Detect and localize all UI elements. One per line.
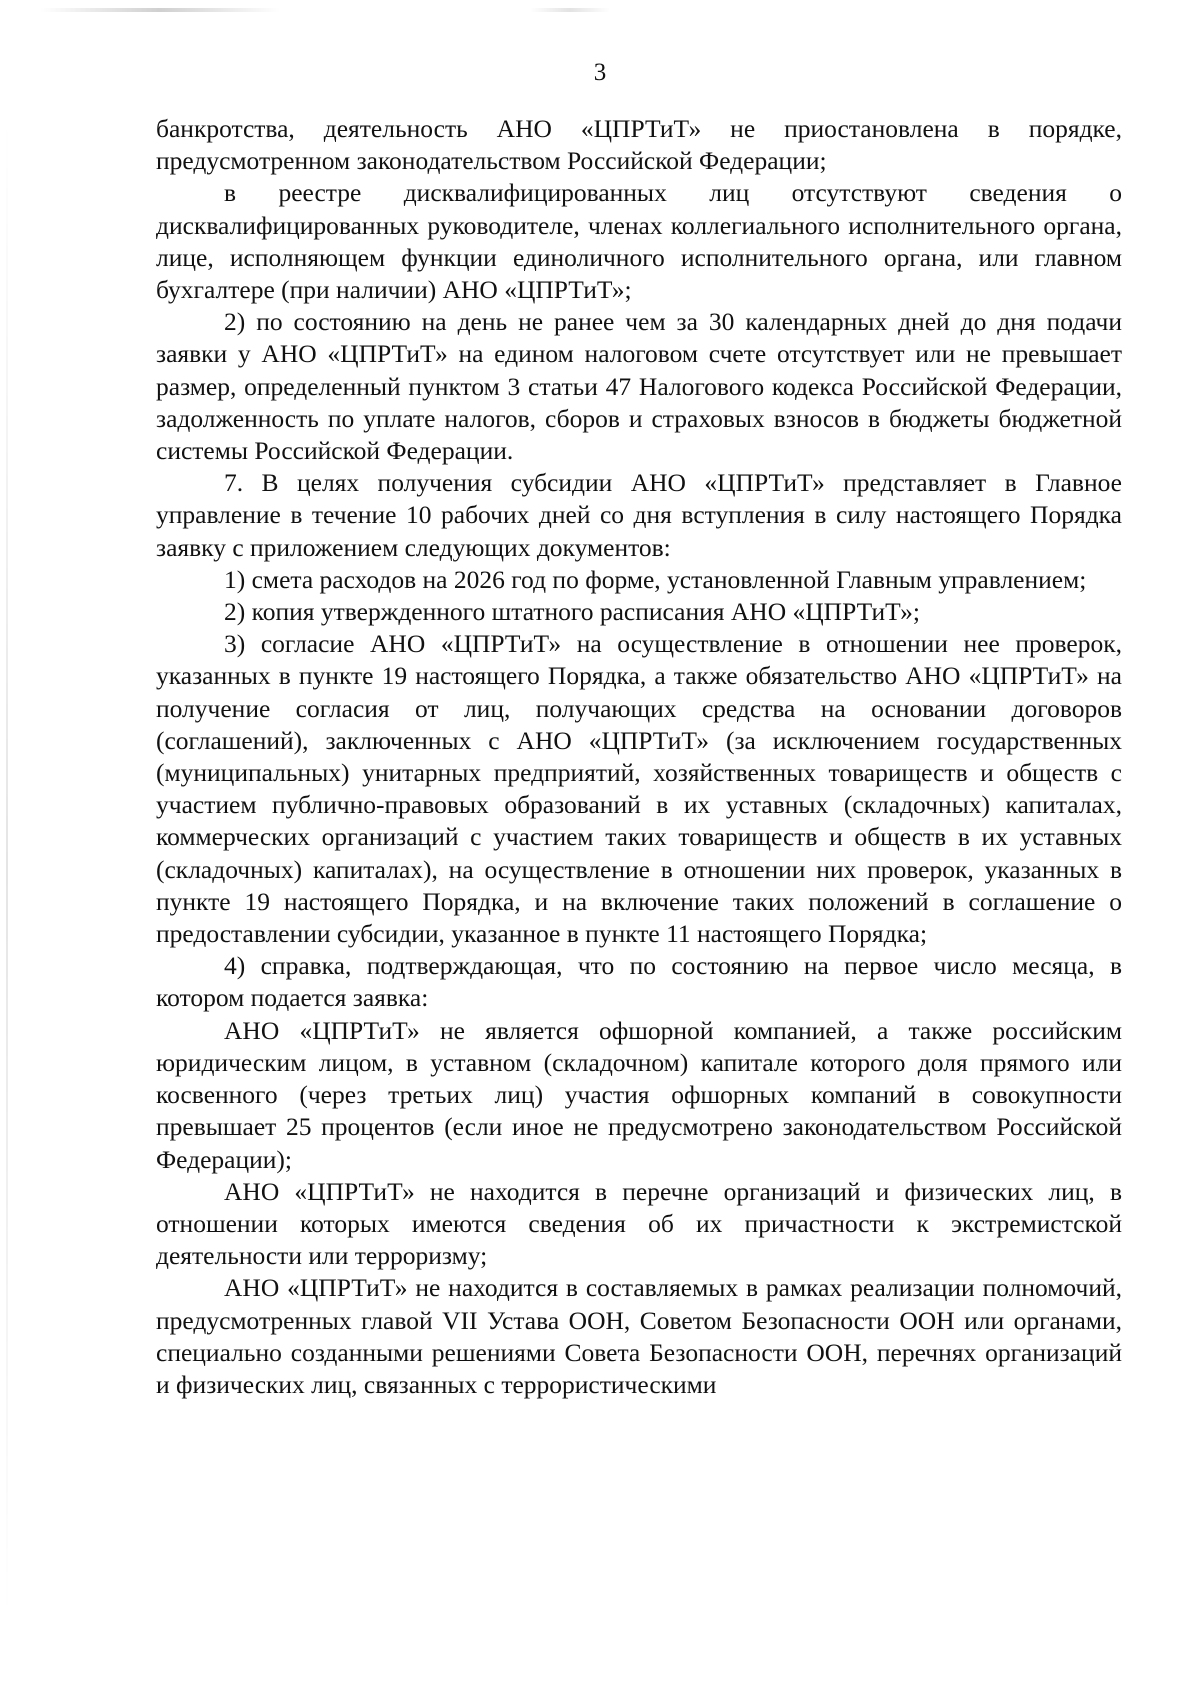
- paragraph: 1) смета расходов на 2026 год по форме, установленной Главным управлением;: [224, 564, 1087, 594]
- paragraph: АНО «ЦПРТиТ» не находится в перечне организаций и физических лиц, в отношении которых имеются сведения об их причастности к экстремистской деятельности или терроризму;: [156, 1176, 1122, 1271]
- paragraph: 3) согласие АНО «ЦПРТиТ» на осуществление в отношении нее проверок, указанных в пункте 19 настоящего Порядка, а также обязательство АНО «ЦПРТиТ» на получение согласия от лиц, получающих средства на основании договоров (соглашений), заключенных с АНО «ЦПРТиТ» (за исключением государственных (муниципальных) унитарных предприятий, хозяйственных товариществ и обществ с участием публично-правовых образований в их уставных (складочных) капиталах, коммерческих организаций с участием таких товариществ и обществ в их уставных (складочных) капиталах), на осуществление в отношении них проверок, указанных в пункте 19 настоящего Порядка, и на включение таких положений в соглашение о предоставлении субсидии, указанное в пункте 11 настоящего Порядка;: [156, 629, 1122, 949]
- paragraph: банкротства, деятельность АНО «ЦПРТиТ» не приостановлена в порядке, предусмотренном законодательством Российской Федерации;: [156, 114, 1122, 176]
- page-number: 3: [593, 59, 607, 86]
- paragraph: 4) справка, подтверждающая, что по состоянию на первое число месяца, в котором подается заявка:: [156, 951, 1122, 1013]
- paragraph: АНО «ЦПРТиТ» не является офшорной компанией, а также российским юридическим лицом, в уставном (складочном) капитале которого доля прямого или косвенного (через третьих лиц) участия офшорных компаний в совокупности превышает 25 процентов (если иное не предусмотрено законодательством Российской Федерации);: [156, 1015, 1122, 1174]
- scan-artifact: [530, 8, 610, 12]
- paragraph: 2) копия утвержденного штатного расписания АНО «ЦПРТиТ»;: [224, 597, 920, 627]
- paragraph: в реестре дисквалифицированных лиц отсутствуют сведения о дисквалифицированных руководителе, членах коллегиального исполнительного органа, лице, исполняющем функции единоличного исполнительного органа, или главном бухгалтере (при наличии) АНО «ЦПРТиТ»;: [156, 178, 1122, 305]
- paragraph: 2) по состоянию на день не ранее чем за 30 календарных дней до дня подачи заявки у АНО «ЦПРТиТ» на едином налоговом счете отсутствует или не превышает размер, определенный пунктом 3 статьи 47 Налогового кодекса Российской Федерации, задолженность по уплате налогов, сборов и страховых взносов в бюджеты бюджетной системы Российской Федерации.: [156, 307, 1122, 466]
- document-body: [156, 113, 1122, 1401]
- scan-artifact: [40, 8, 280, 12]
- paragraph: АНО «ЦПРТиТ» не находится в составляемых в рамках реализации полномочий, предусмотренных главой VII Устава ООН, Советом Безопасности ООН или органами, специально созданными решениями Совета Безопасности ООН, перечнях организаций и физических лиц, связанных с террористическими: [156, 1273, 1122, 1399]
- scan-edge-artifact: [6, 120, 8, 1618]
- paragraph: 7. В целях получения субсидии АНО «ЦПРТиТ» представляет в Главное управление в течение 10 рабочих дней со дня вступления в силу настоящего Порядка заявку с приложением следующих документов:: [156, 468, 1122, 562]
